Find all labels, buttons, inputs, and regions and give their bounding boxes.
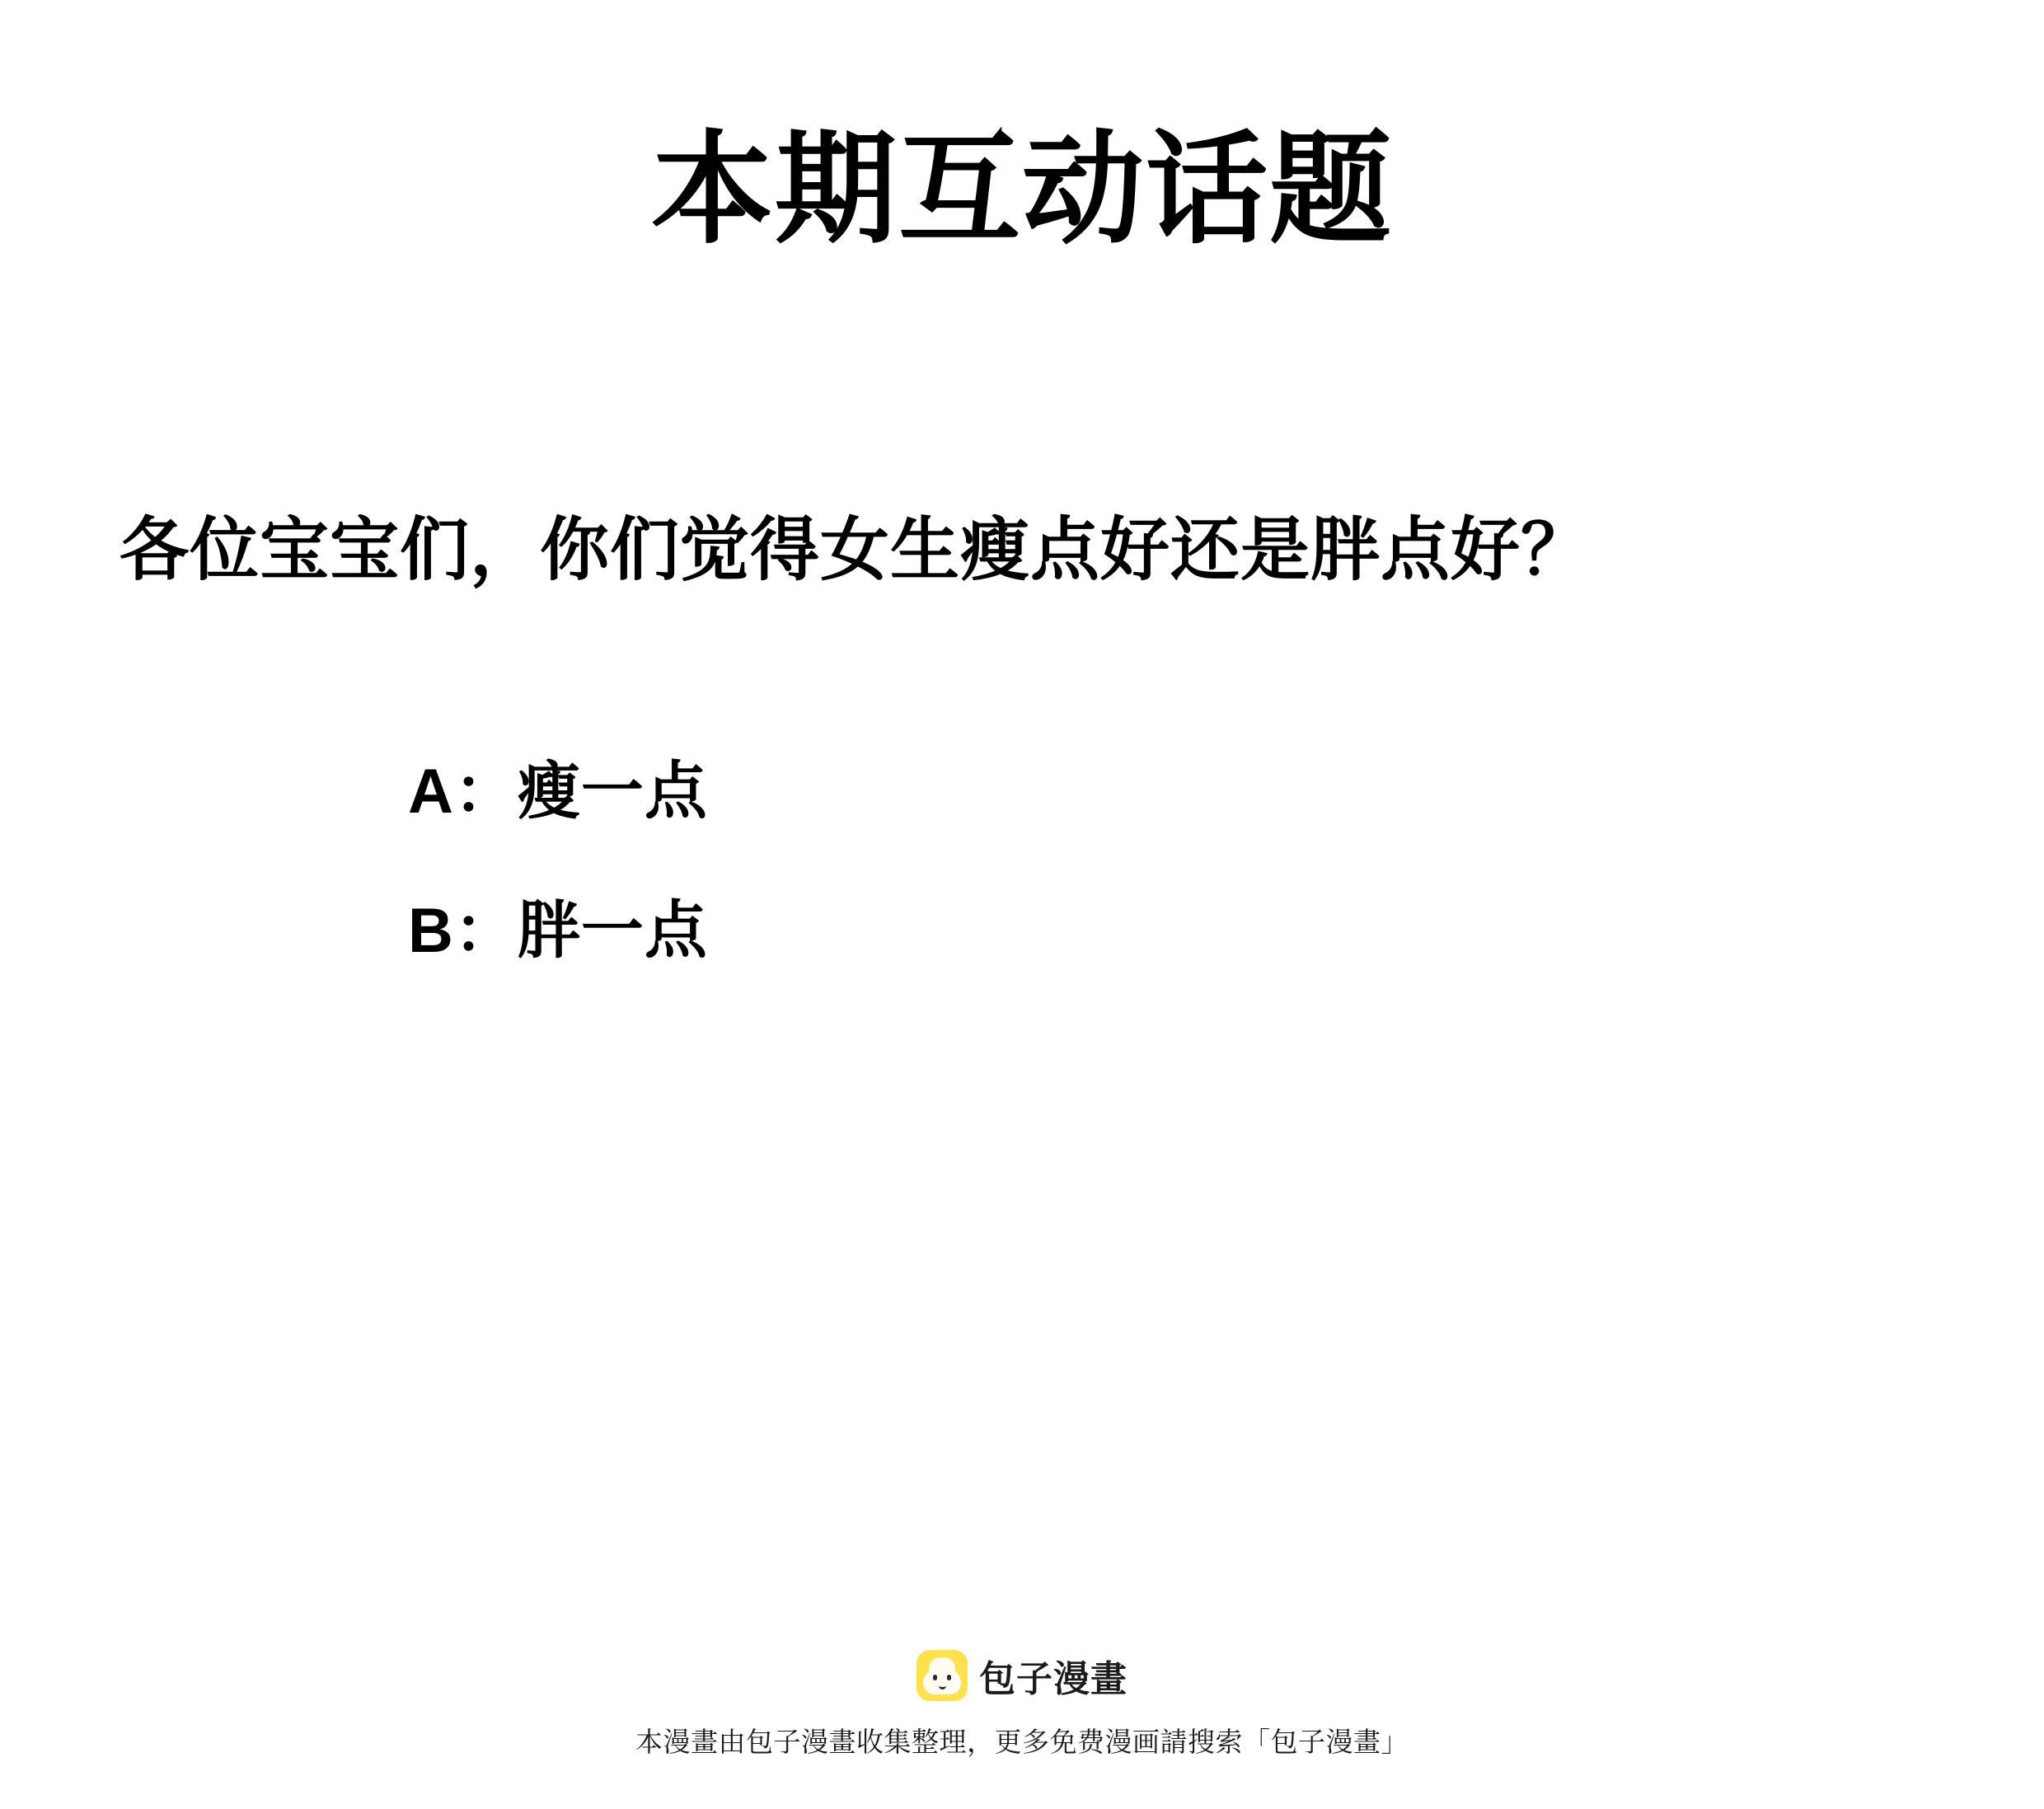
option-a-key: A： xyxy=(408,757,518,827)
brand-name: 包子漫畫 xyxy=(979,1658,1127,1699)
option-a xyxy=(408,754,1727,829)
question-text: 各位宝宝们，你们觉得女生瘦点好还是胖点好？ xyxy=(120,511,1592,588)
page-title: 本期互动话题 xyxy=(651,122,1393,258)
option-b xyxy=(408,893,1727,968)
brand-mark xyxy=(917,1649,1127,1702)
option-b-key: B： xyxy=(408,896,518,967)
footer xyxy=(0,1649,2044,1761)
option-b-label: 胖一点 xyxy=(517,896,708,967)
options-list xyxy=(408,754,1727,1033)
baozi-bun-icon xyxy=(917,1650,968,1701)
footer-note: 本漫畫由包子漫畫收集整理，更多免费漫画請搜索「包子漫畫」 xyxy=(635,1726,1409,1757)
option-a-label: 瘦一点 xyxy=(517,757,708,827)
